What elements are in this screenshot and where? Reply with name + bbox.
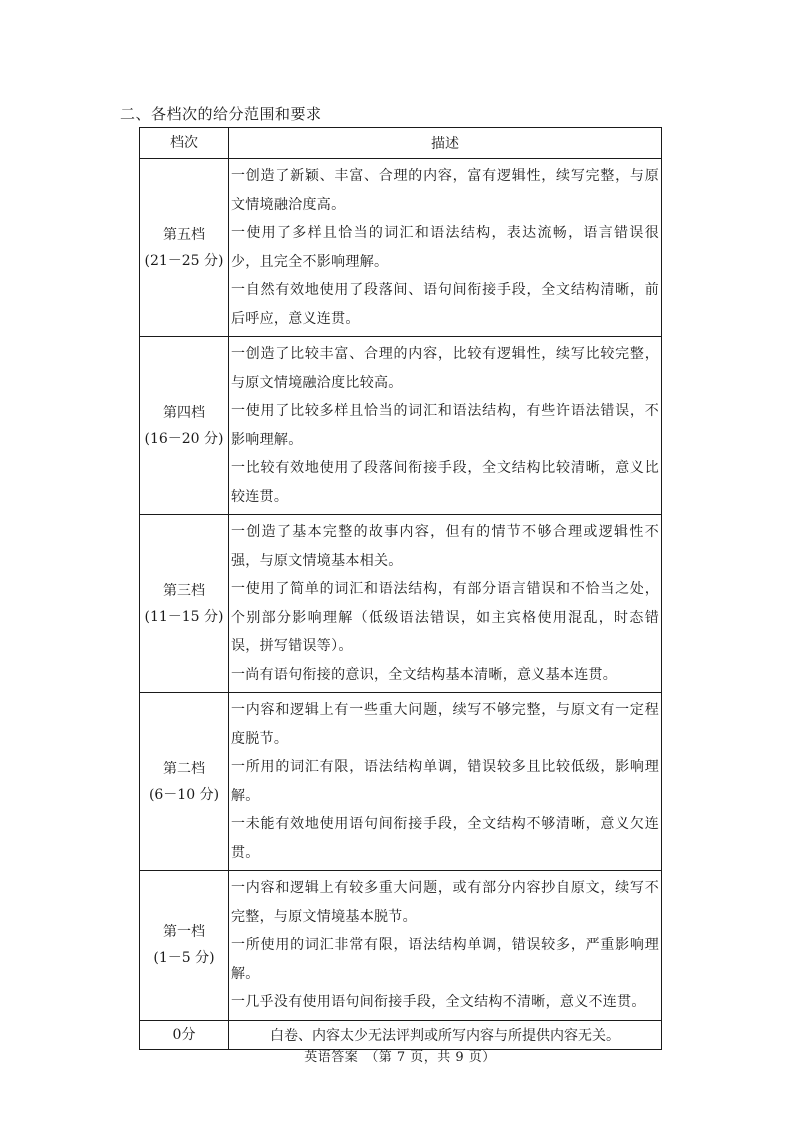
level-cell: 0分 [140, 1020, 229, 1049]
criterion-item: 一所用的词汇有限，语法结构单调，错误较多且比较低级，影响理解。 [231, 759, 659, 804]
section-title: 二、各档次的给分范围和要求 [120, 105, 322, 123]
criterion-item: 一创造了新颖、丰富、合理的内容，富有逻辑性，续写完整，与原文情境融洽度高。 [231, 168, 659, 213]
page-footer: 英语答案 （第 7 页，共 9 页） [304, 1050, 496, 1065]
criterion-item: 一创造了基本完整的故事内容，但有的情节不够合理或逻辑性不强，与原文情境基本相关。 [231, 524, 659, 569]
criterion-item: 一未能有效地使用语句间衔接手段，全文结构不够清晰，意义欠连贯。 [231, 816, 659, 861]
description-cell [229, 871, 662, 1021]
level-cell [140, 337, 229, 515]
table-row [140, 515, 662, 693]
description-cell [229, 159, 662, 337]
criterion-item: 一尚有语句衔接的意识，全文结构基本清晰，意义基本连贯。 [231, 666, 618, 683]
level-range: (16－20 分) [144, 430, 224, 447]
level-range: (1－5 分) [153, 950, 215, 967]
description-cell [229, 693, 662, 871]
criterion-item: 一使用了多样且恰当的词汇和语法结构，表达流畅，语言错误很少，且完全不影响理解。 [231, 225, 659, 270]
level-range: (21－25 分) [144, 252, 224, 269]
criterion-item: 一比较有效地使用了段落间衔接手段，全文结构比较清晰，意义比较连贯。 [231, 460, 659, 505]
criterion-item: 一自然有效地使用了段落间、语句间衔接手段，全文结构清晰，前后呼应，意义连贯。 [231, 282, 659, 327]
description-cell [229, 515, 662, 693]
level-name: 第一档 [163, 924, 205, 941]
level-range: (6－10 分) [148, 786, 220, 803]
scoring-rubric-table [139, 127, 662, 1050]
header-level: 档次 [140, 128, 229, 159]
criterion-item: 一使用了比较多样且恰当的词汇和语法结构，有些许语法错误，不影响理解。 [231, 403, 659, 448]
criterion-item: 一所使用的词汇非常有限，语法结构单调，错误较多，严重影响理解。 [231, 937, 659, 982]
description-cell [229, 337, 662, 515]
table-row [140, 159, 662, 337]
level-cell [140, 871, 229, 1021]
level-range: (11－15 分) [144, 608, 224, 625]
table-row-zero [140, 1020, 662, 1049]
level-name: 第四档 [163, 404, 205, 421]
level-cell [140, 515, 229, 693]
criterion-item: 一几乎没有使用语句间衔接手段，全文结构不清晰，意义不连贯。 [231, 994, 646, 1010]
level-cell [140, 159, 229, 337]
table-row [140, 693, 662, 871]
criterion-item: 一内容和逻辑上有较多重大问题，或有部分内容抄自原文，续写不完整，与原文情境基本脱节。 [231, 880, 659, 925]
description-cell: 白卷、内容太少无法评判或所写内容与所提供内容无关。 [229, 1020, 662, 1049]
level-name: 第三档 [163, 582, 205, 599]
level-name: 第二档 [163, 760, 205, 777]
table-header-row [140, 128, 662, 159]
table-row [140, 337, 662, 515]
level-cell [140, 693, 229, 871]
header-description: 描述 [229, 128, 662, 159]
criterion-item: 一创造了比较丰富、合理的内容，比较有逻辑性，续写比较完整，与原文情境融洽度比较高。 [231, 346, 659, 391]
level-name: 第五档 [163, 226, 205, 243]
criterion-item: 一使用了简单的词汇和语法结构，有部分语言错误和不恰当之处，个别部分影响理解（低级语法错误，如主宾格使用混乱，时态错误，拼写错误等）。 [231, 581, 659, 654]
table-row [140, 871, 662, 1021]
criterion-item: 一内容和逻辑上有一些重大问题，续写不够完整，与原文有一定程度脱节。 [231, 702, 659, 747]
